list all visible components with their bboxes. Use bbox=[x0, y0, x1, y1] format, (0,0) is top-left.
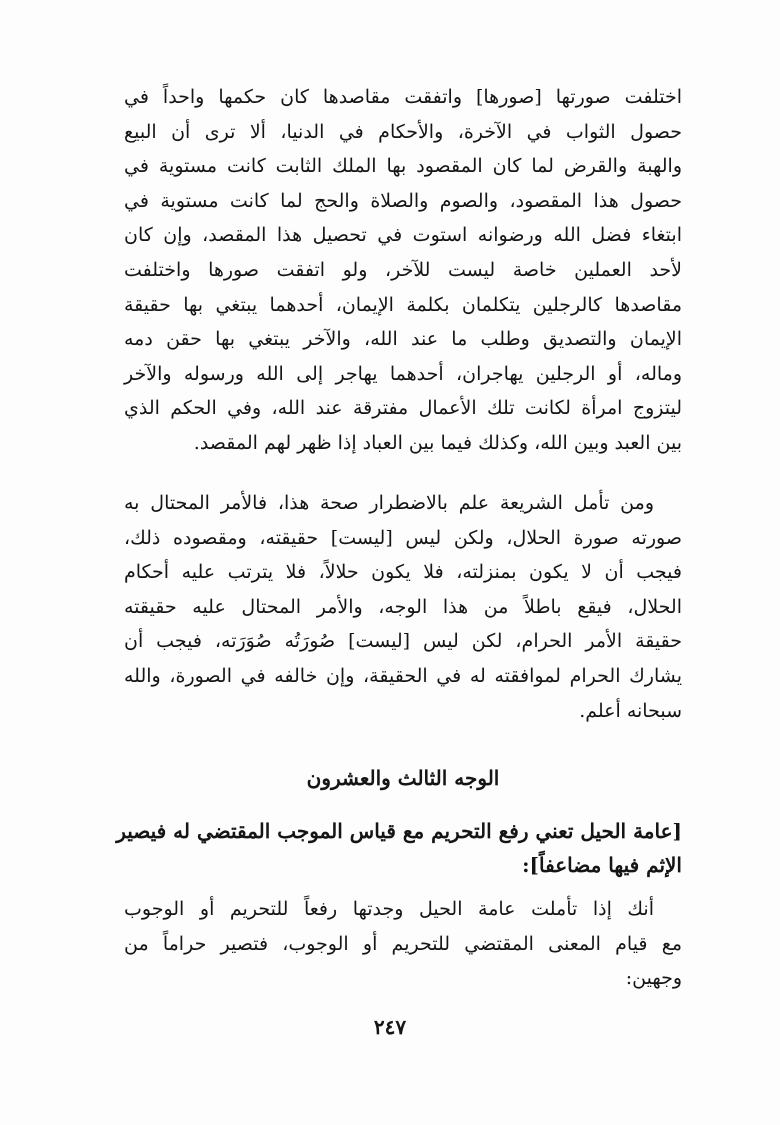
text-line: الحلال، فيقع باطلاً من هذا الوجه، والأمر المحتال عليه حقيقته bbox=[124, 595, 682, 618]
text-line: ومن تأمل الشريعة علم بالاضطرار صحة هذا، فالأمر المحتال به bbox=[124, 492, 654, 514]
text-line: فيجب أن لا يكون بمنزلته، فلا يكون حلالاً، فلا يترتب عليه أحكام bbox=[124, 561, 682, 584]
subheading-line: [عامة الحيل تعني رفع التحريم مع قياس الموجب المقتضي له فيصير bbox=[116, 819, 682, 843]
text-line: بين العبد وبين الله، وكذلك فيما بين العباد إذا ظهر لهم المقصد. bbox=[193, 431, 682, 454]
text-line: أنك إذا تأملت عامة الحيل وجدتها رفعاً للتحريم أو الوجوب bbox=[124, 898, 654, 920]
text-line: سبحانه أعلم. bbox=[579, 699, 682, 722]
text-line: حصول هذا المقصود، والصوم والصلاة والحج لما كانت مستوية في bbox=[124, 189, 682, 212]
text-line: لأحد العملين خاصة ليست للآخر، ولو اتفقت صورها واختلفت bbox=[124, 258, 682, 281]
paragraph-1 bbox=[124, 80, 682, 461]
paragraph-2 bbox=[124, 486, 682, 728]
text-line: ليتزوج امرأة لكانت تلك الأعمال مفترقة عند الله، وفي الحكم الذي bbox=[124, 397, 682, 420]
text-line: حقيقة الأمر الحرام، لكن ليس [ليست] صُورَتُه صُوَرَته، فيجب أن bbox=[124, 630, 682, 653]
text-line: مقاصدها كالرجلين يتكلمان بكلمة الإيمان، أحدهما يبتغي بها حقيقة bbox=[124, 293, 682, 316]
text-line: والهبة والقرض لما كان المقصود بها الملك الثابت كانت مستوية في bbox=[124, 155, 682, 178]
text-line: صورته صورة الحلال، ولكن ليس [ليست] حقيقته، ومقصوده ذلك، bbox=[124, 526, 682, 549]
text-line: يشارك الحرام لموافقته له في الحقيقة، وإن خالفه في الصورة، والله bbox=[124, 664, 682, 687]
text-line: وجهين: bbox=[625, 967, 682, 990]
text-line: مع قيام المعنى المقتضي للتحريم أو الوجوب، فتصير حراماً من bbox=[124, 932, 682, 955]
text-line: وماله، أو الرجلين يهاجران، أحدهما يهاجر إلى الله ورسوله والآخر bbox=[124, 362, 682, 385]
subheading-line: الإثم فيها مضاعفاً]: bbox=[522, 853, 682, 877]
paragraph-3 bbox=[124, 892, 682, 996]
text-line: اختلفت صورتها [صورها] واتفقت مقاصدها كان حكمها واحداً في bbox=[124, 86, 682, 108]
page-number: ٢٤٧ bbox=[373, 1015, 407, 1039]
text-line: حصول الثواب في الآخرة، والأحكام في الدنيا، ألا ترى أن البيع bbox=[124, 120, 682, 143]
section-heading: الوجه الثالث والعشرون bbox=[306, 766, 500, 790]
text-line: ابتغاء فضل الله ورضوانه استوت في تحصيل هذا المقصد، وإن كان bbox=[124, 224, 682, 247]
subheading bbox=[116, 814, 682, 882]
text-line: الإيمان والتصديق وطلب ما عند الله، والآخر يبتغي بها حقن دمه bbox=[124, 328, 682, 351]
